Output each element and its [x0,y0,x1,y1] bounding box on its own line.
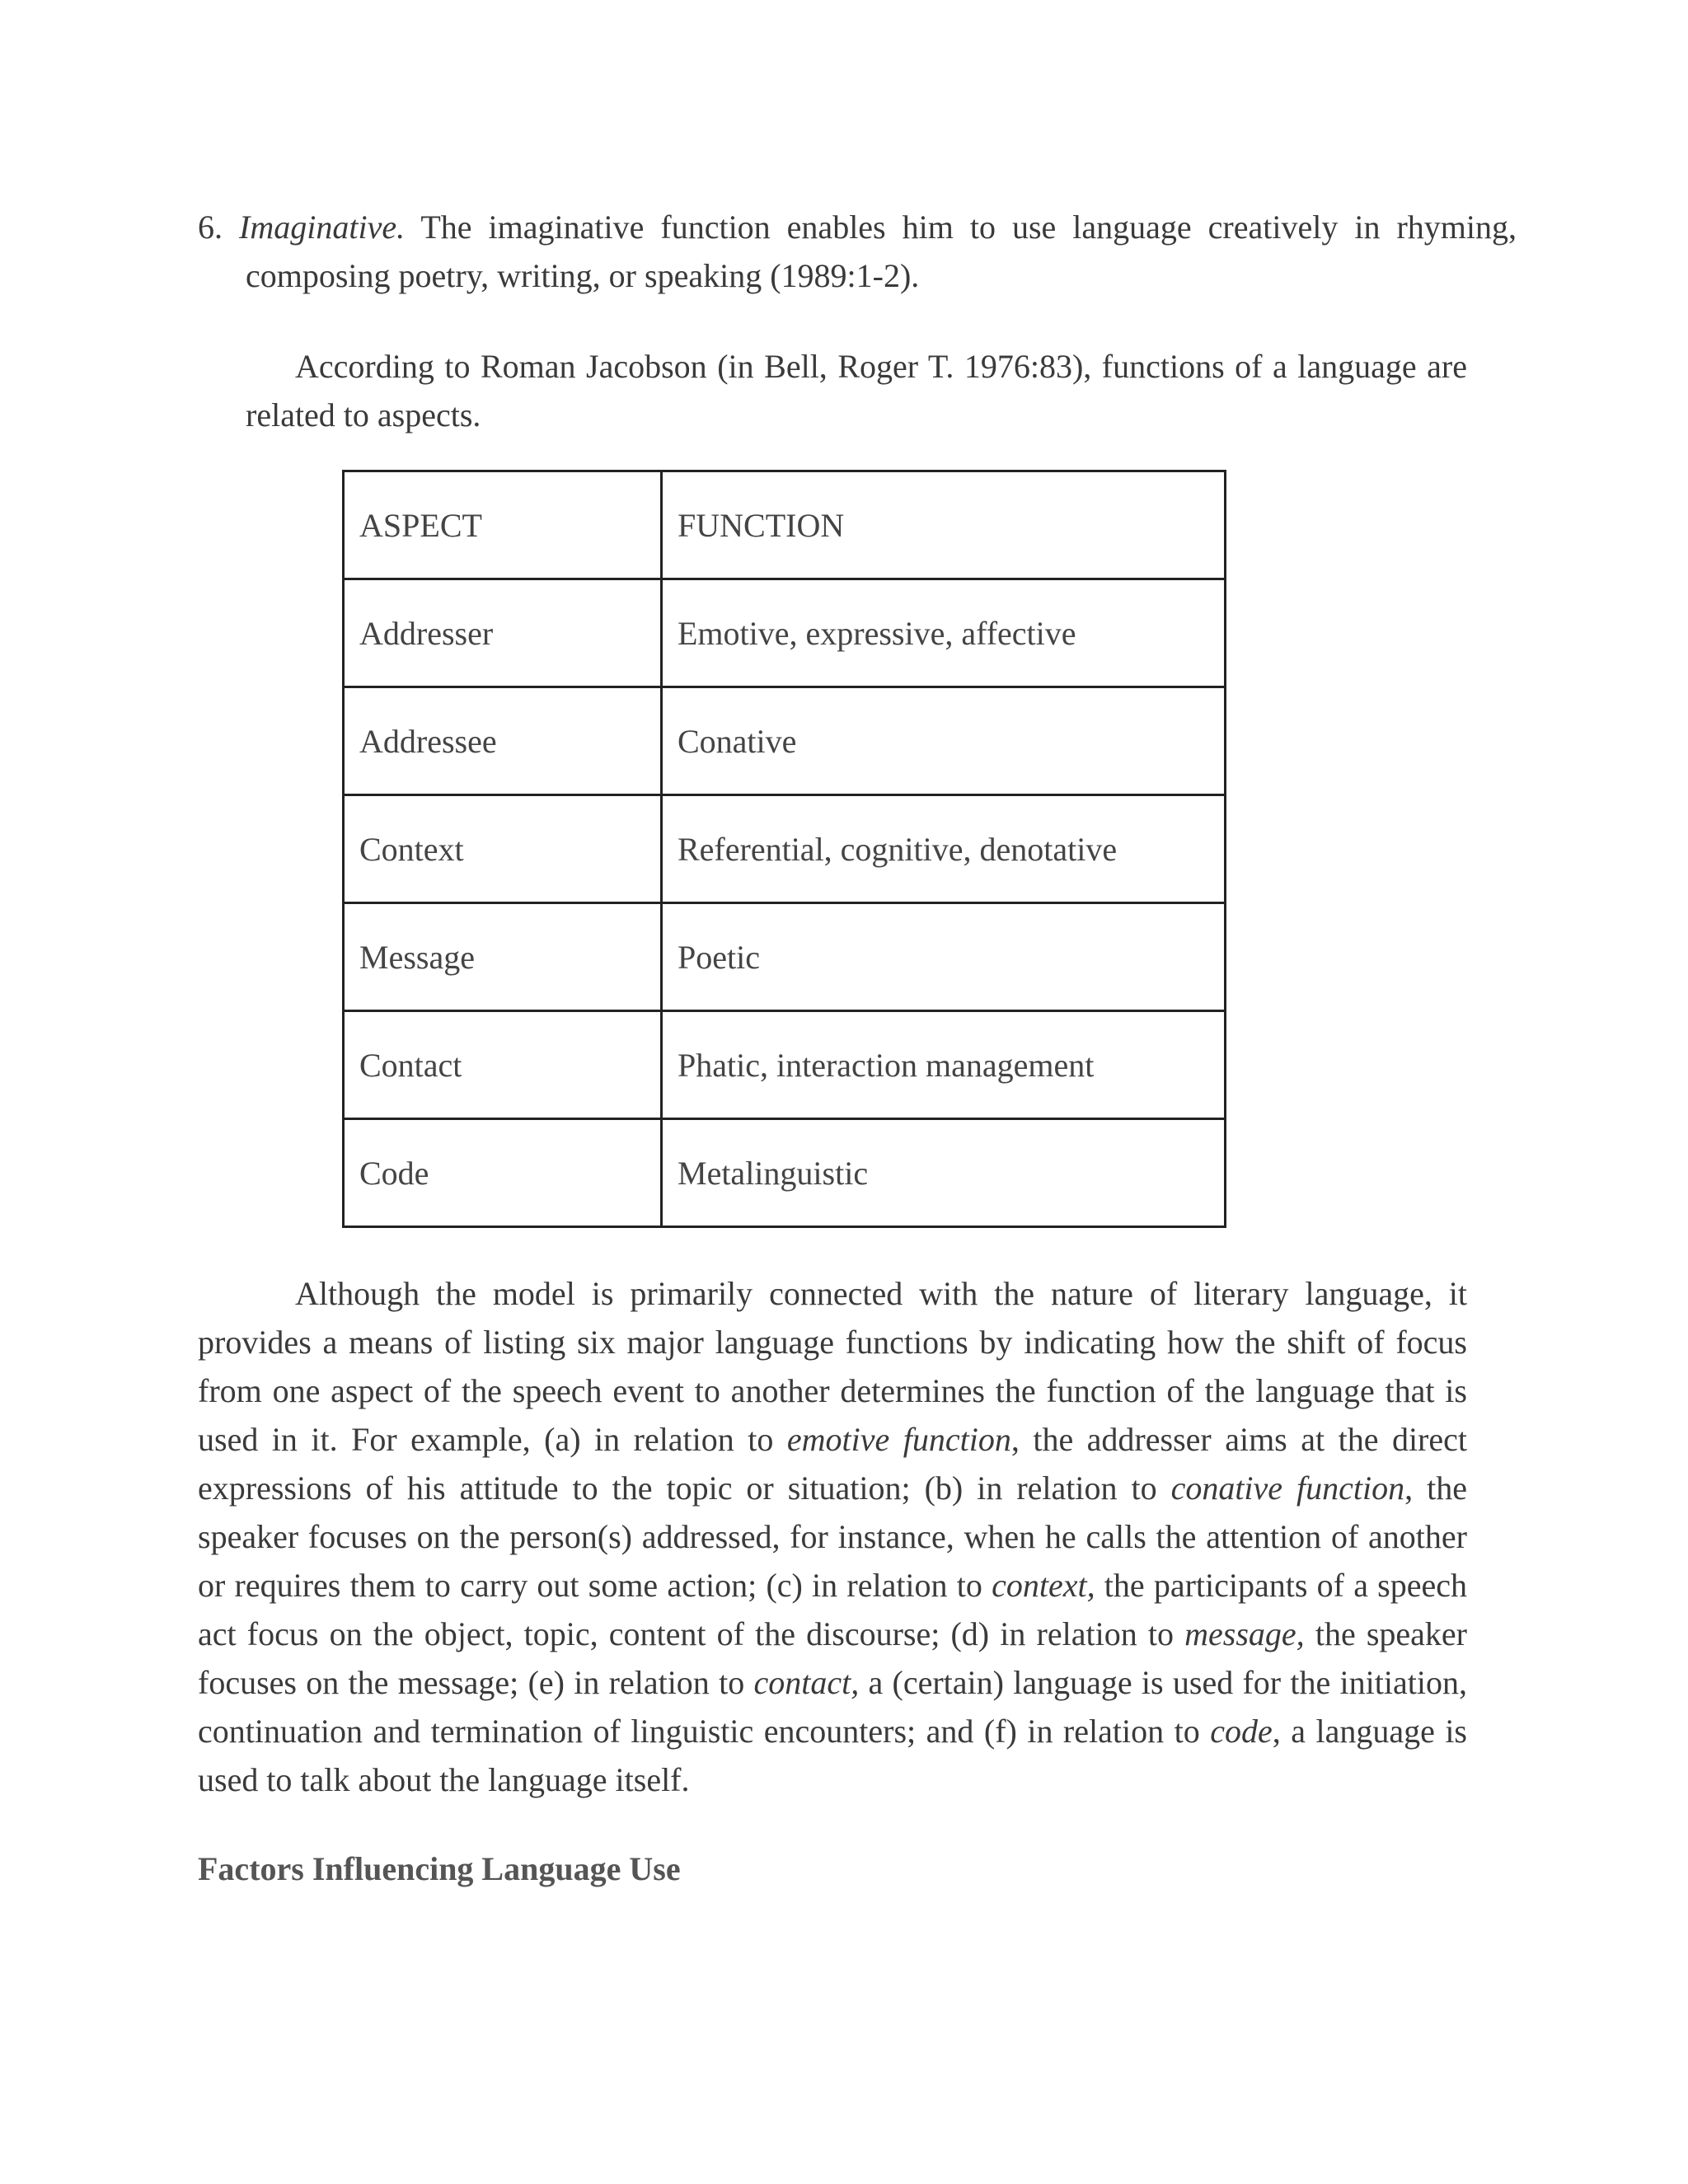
emphasis-message: message, [1184,1615,1305,1652]
text-run: a (certain) language is used for the initiation, continuation and termination of linguistic encounters; and (f) in relation to [198,1664,1467,1750]
emphasis-context: context, [992,1567,1095,1604]
function-cell: Poetic [662,903,1226,1011]
table-row [344,795,1226,903]
although-paragraph [198,1269,1467,1804]
table-row [344,1119,1226,1227]
aspect-cell: Addresser [344,579,662,687]
emphasis-conative-function: conative function [1170,1469,1405,1507]
text-run: , a language is used to talk about the language itself. [198,1713,1467,1798]
table-header-row [344,471,1226,579]
function-cell: Emotive, expressive, affective [662,579,1226,687]
list-text: The imaginative function enables him to use language creatively in rhyming, composing poetry, writing, or speaking (1989:1-2). [246,209,1517,294]
table-row [344,579,1226,687]
list-term: Imaginative. [239,209,406,246]
function-cell: Metalinguistic [662,1119,1226,1227]
aspect-cell: Addressee [344,687,662,795]
table-row [344,1011,1226,1119]
aspect-function-table [342,470,1226,1228]
table-row [344,903,1226,1011]
list-number: 6. [198,209,223,246]
text-run: Although the model is primarily connected with the nature of literary language, it provides a means of listing six major language functions by indicating how the shift of focus from one aspect of the speech event to another determines the function of the language that is used in it. For example, (a) in relation to [198,1275,1467,1458]
aspect-cell: Message [344,903,662,1011]
aspect-cell: Contact [344,1011,662,1119]
emphasis-code: code [1210,1713,1273,1750]
table-row [344,687,1226,795]
text-run: , the addresser aims at the direct expressions of his attitude to the topic or situation; (b) in relation to [198,1421,1467,1507]
function-cell: Phatic, interaction management [662,1011,1226,1119]
text-run: the speaker focuses on the message; (e) in relation to [198,1615,1467,1701]
text-run: the participants of a speech act focus on the object, topic, content of the discourse; (d) in relation to [198,1567,1467,1652]
section-heading: Factors Influencing Language Use [198,1850,681,1887]
emphasis-emotive-function: emotive function [786,1421,1011,1458]
function-cell: Conative [662,687,1226,795]
aspect-cell: Code [344,1119,662,1227]
jacobson-paragraph: According to Roman Jacobson (in Bell, Roger T. 1976:83), functions of a language are related to aspects. [246,348,1467,434]
aspect-cell: Context [344,795,662,903]
header-function: FUNCTION [662,471,1226,579]
header-aspect: ASPECT [344,471,662,579]
function-cell: Referential, cognitive, denotative [662,795,1226,903]
list-item-imaginative [198,203,1517,300]
emphasis-contact: contact, [753,1664,860,1701]
text-run: , the speaker focuses on the person(s) addressed, for instance, when he calls the attention of another or requires them to carry out some action; (c) in relation to [198,1469,1467,1604]
